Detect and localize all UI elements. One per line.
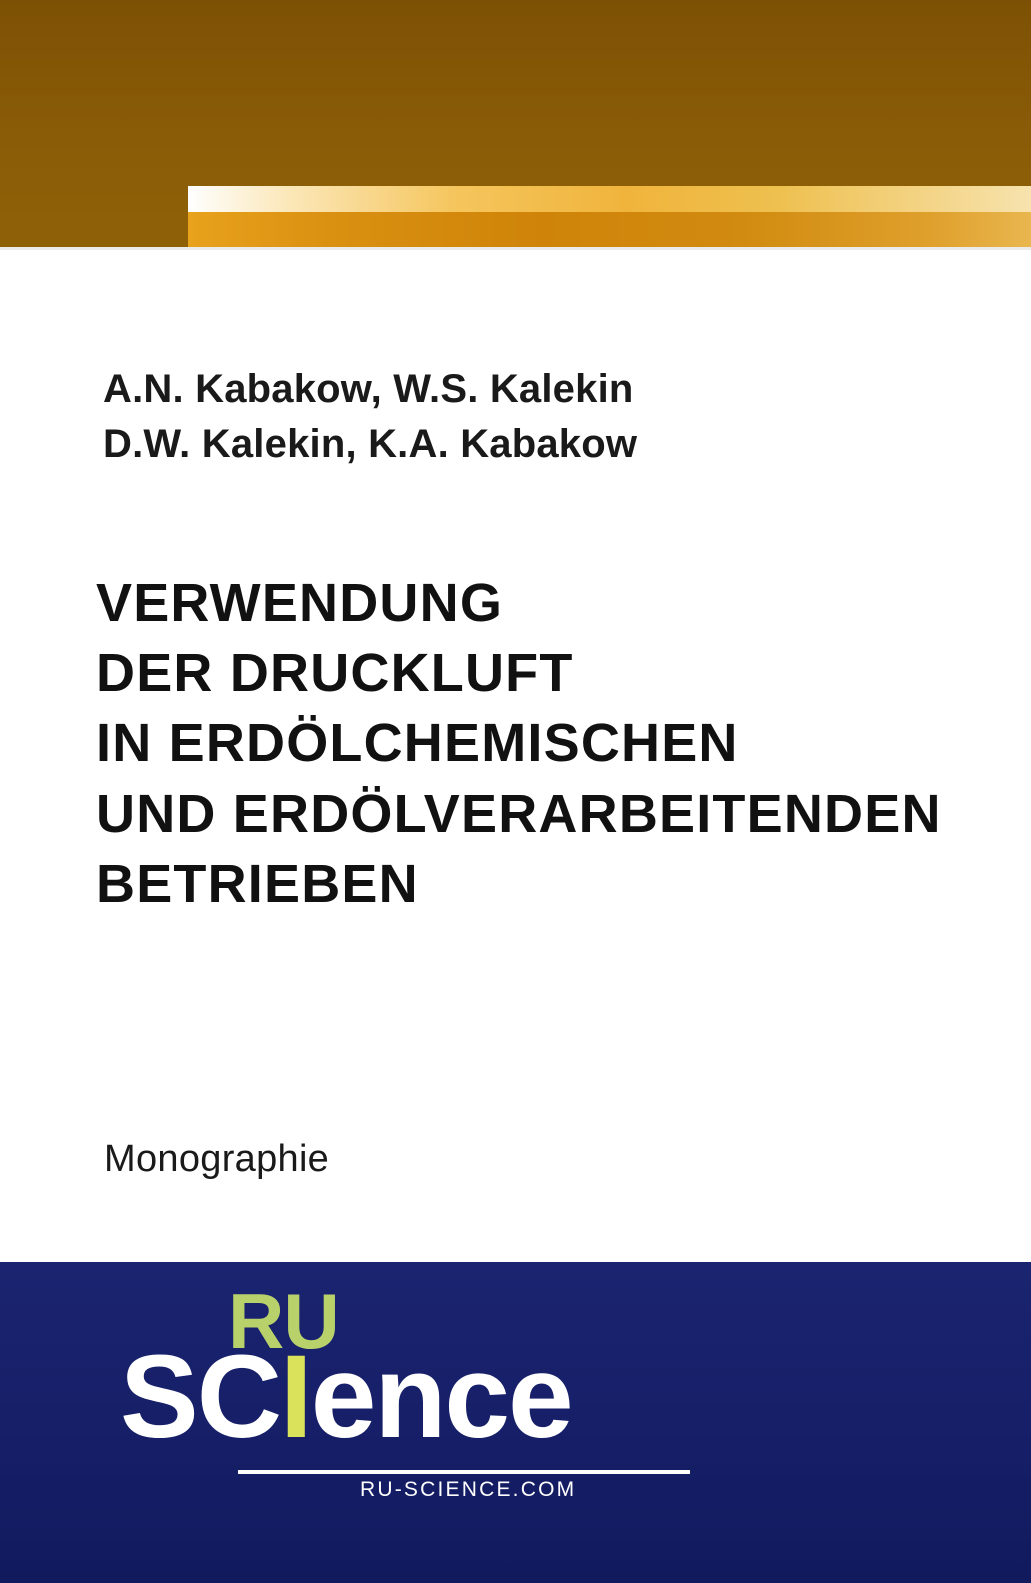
title-line: UND ERDÖLVERARBEITENDEN: [96, 783, 942, 844]
gold-stripe-dark: [188, 212, 1031, 247]
logo-underline: [238, 1470, 690, 1474]
title-line: IN ERDÖLCHEMISCHEN: [96, 713, 739, 774]
author-line: A.N. Kabakow, W.S. Kalekin: [103, 367, 634, 411]
authors-block: [103, 362, 943, 472]
logo-ru-text: RU: [228, 1277, 339, 1365]
logo-url-text: RU-SCIENCE.COM: [360, 1478, 577, 1501]
subtitle: Monographie: [104, 1138, 330, 1180]
top-brown-band: [0, 0, 1031, 247]
gold-stripe-light: [188, 186, 1031, 212]
publisher-logo: [120, 1277, 590, 1512]
title-line: BETRIEBEN: [96, 853, 419, 914]
logo-wordmark: [120, 1331, 572, 1463]
title-line: VERWENDUNG: [96, 573, 504, 633]
logo-i-text: I: [279, 1331, 311, 1463]
band-shadow: [0, 247, 1031, 250]
page-title: [96, 568, 976, 919]
logo-sci-text: SC: [120, 1331, 280, 1463]
title-line: DER DRUCKLUFT: [96, 643, 574, 704]
author-line: D.W. Kalekin, K.A. Kabakow: [103, 422, 638, 467]
logo-ence-text: ence: [310, 1331, 572, 1463]
